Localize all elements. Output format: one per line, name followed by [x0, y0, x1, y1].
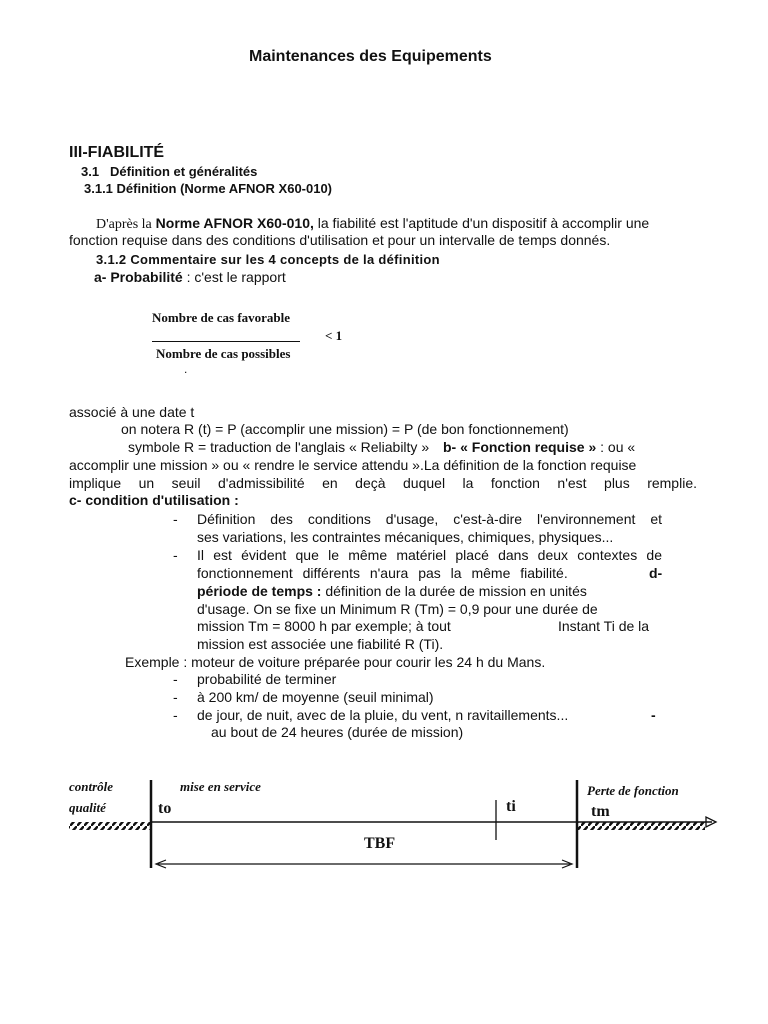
bullet-dash: - — [173, 547, 178, 563]
example-item: à 200 km/ de moyenne (seuil minimal) — [197, 689, 434, 705]
bullet-2-text: fonctionnement différents n'aura pas la même fiabilité. — [197, 565, 568, 581]
bullet-dash: - — [173, 511, 178, 527]
bullet-2-line-4: d'usage. On se fixe un Minimum R (Tm) = 0,9 pour une durée de — [197, 601, 598, 617]
document-title: Maintenances des Equipements — [249, 48, 492, 65]
body-line-2: on notera R (t) = P (accomplir une mission) = P (de bon fonctionnement) — [121, 421, 569, 437]
label-mise-en-service: mise en service — [180, 779, 261, 794]
bullet-dash: - — [173, 707, 178, 723]
bullet-2-line-5b: Instant Ti de la — [558, 618, 650, 634]
definition-pre: D'après la — [96, 217, 152, 232]
fraction-numerator: Nombre de cas favorable — [152, 310, 291, 325]
probability-label: a- Probabilité — [94, 269, 183, 285]
fonction-requise-label: b- « Fonction requise » — [443, 439, 597, 455]
definition-line-1 — [96, 215, 649, 233]
body-line-3 — [128, 439, 635, 456]
example-item-last: au bout de 24 heures (durée de mission) — [211, 724, 464, 740]
label-perte-fonction: Perte de fonction — [587, 783, 679, 798]
subsubsection-title: 3.1.1 Définition (Norme AFNOR X60-010) — [84, 181, 333, 196]
condition-utilisation-label: c- condition d'utilisation : — [69, 492, 239, 508]
bullet-dash: - — [173, 671, 178, 687]
example-item: de jour, de nuit, avec de la pluie, du vent, n ravitaillements... — [197, 707, 569, 723]
periode-definition: définition de la durée de mission en unités — [325, 583, 587, 599]
probability-text: : c'est le rapport — [186, 269, 286, 285]
bullet-2-line-2 — [197, 565, 568, 582]
bullet-2-line-5a: mission Tm = 8000 h par exemple; à tout — [197, 618, 451, 634]
label-qualite: qualité — [69, 800, 106, 815]
bullet-dash: - — [173, 689, 178, 705]
bullet-1-line-1: Définition des conditions d'usage, c'est-à-dire l'environnement et — [197, 511, 662, 527]
bullet-2-line-3 — [197, 583, 587, 600]
example-item: probabilité de terminer — [197, 671, 337, 687]
label-tm: tm — [591, 803, 610, 820]
fraction-denominator: Nombre de cas possibles — [156, 346, 291, 361]
label-controle: contrôle — [69, 779, 114, 794]
periode-label-start: d- — [649, 565, 663, 581]
fonction-requise-rest: : ou « — [600, 439, 636, 455]
body-line-1: associé à une date t — [69, 404, 195, 420]
subsection-title: Définition et généralités — [110, 164, 258, 179]
definition-rest: la fiabilité est l'aptitude d'un dispositif à accomplir une — [317, 215, 650, 231]
bullet-2-line-1: Il est évident que le même matériel placé dans deux contextes de — [197, 547, 662, 563]
example-line: Exemple : moteur de voiture préparée pour courir les 24 h du Mans. — [125, 654, 546, 670]
hatch-left — [69, 822, 151, 830]
label-ti: ti — [506, 798, 516, 815]
body-line-5: implique un seuil d'admissibilité en deçà duquel la fonction n'est plus remplie. — [69, 475, 697, 491]
section-heading: III-FIABILITÉ — [69, 144, 165, 161]
subsection-number: 3.1 — [81, 164, 100, 179]
hatch-right — [577, 822, 705, 830]
bullet-2-line-6: mission est associée une fiabilité R (Ti). — [197, 636, 444, 652]
norm-reference: Norme AFNOR X60-010, — [155, 215, 314, 231]
definition-line-2: fonction requise dans des conditions d'utilisation et pour un intervalle de temps donnés. — [69, 232, 611, 248]
bullet-1-line-2: ses variations, les contraintes mécaniques, chimiques, physiques... — [197, 529, 614, 545]
label-tbf: TBF — [364, 835, 396, 852]
body-line-4: accomplir une mission » ou « rendre le service attendu ».La définition de la fonction requise — [69, 457, 637, 473]
subsubsection-commentaire: 3.1.2 Commentaire sur les 4 concepts de la définition — [96, 252, 440, 267]
stray-dot: . — [184, 362, 188, 376]
symbole-text: symbole R = traduction de l'anglais « Reliabilty » — [128, 439, 430, 455]
fraction-bar — [152, 341, 300, 342]
fraction-comparison: < 1 — [325, 328, 343, 343]
probability-line — [94, 269, 286, 286]
periode-label: période de temps : — [197, 583, 322, 599]
example-last-dash: - — [651, 707, 656, 723]
label-to: to — [158, 800, 172, 817]
